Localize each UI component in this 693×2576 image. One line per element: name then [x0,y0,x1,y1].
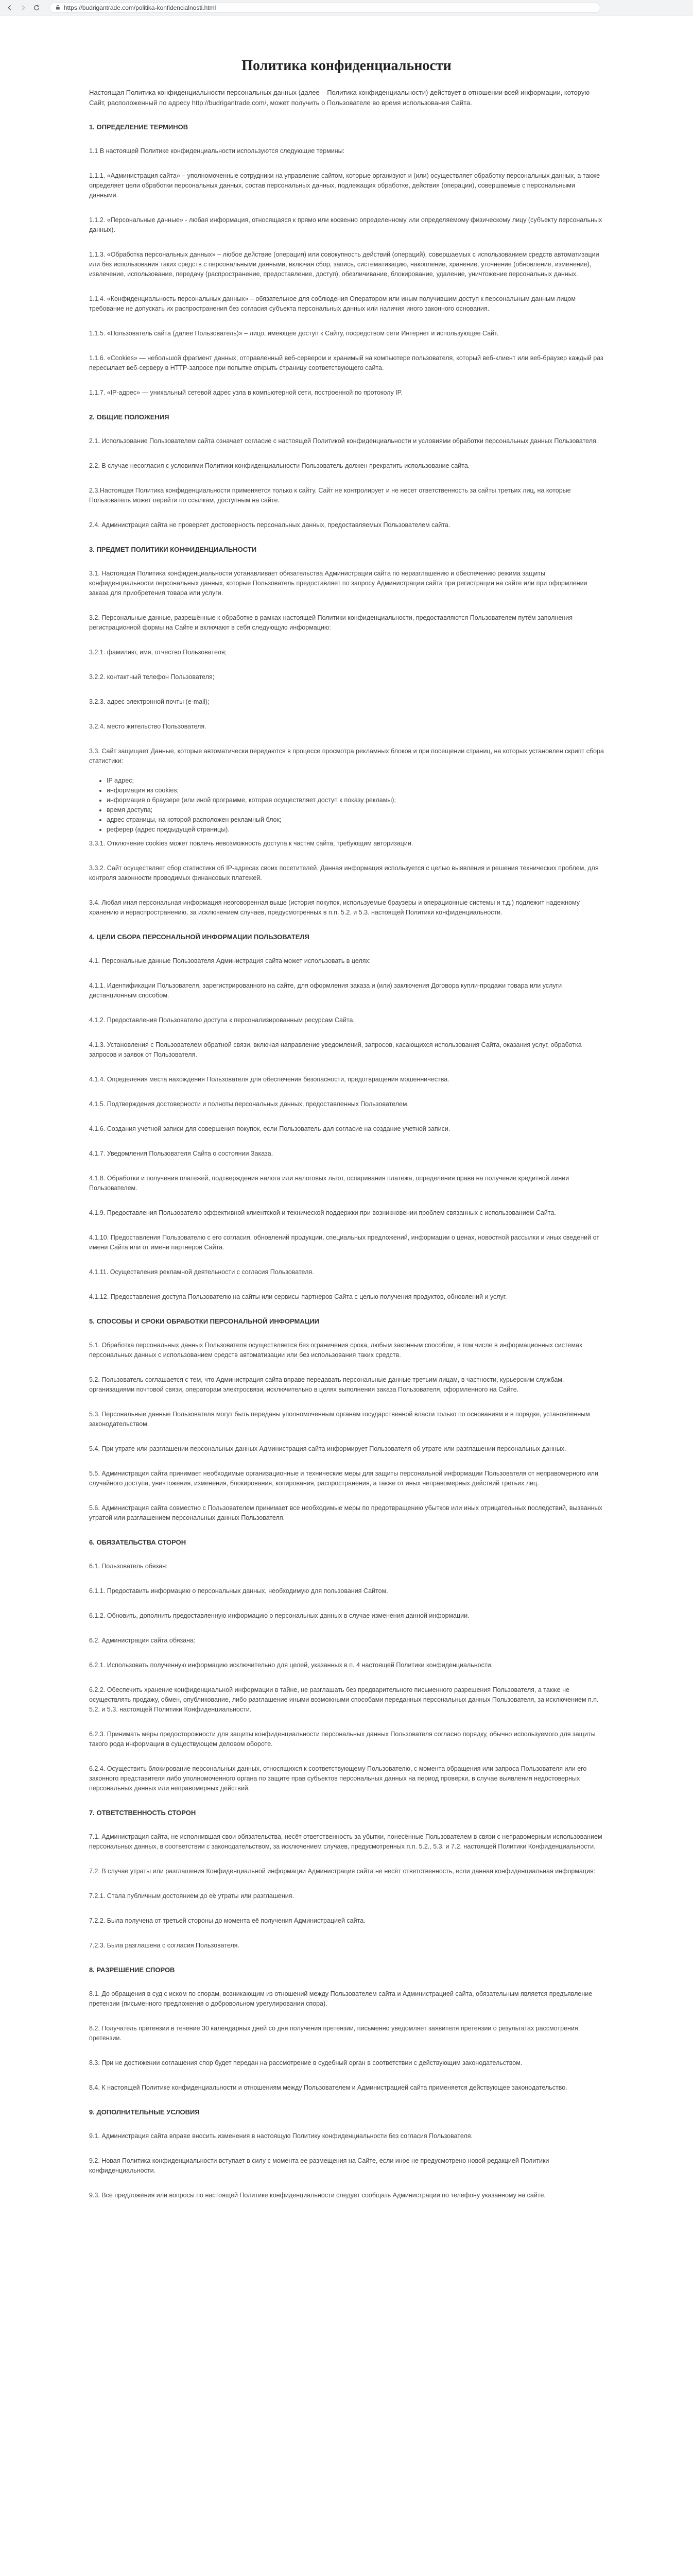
clause-paragraph: 1.1.2. «Персональные данные» - любая информация, относящаяся к прямо или косвенно определенному или определяемому физическому лицу (субъекту персональных данных). [89,216,602,233]
page-title: Политика конфиденциальности [241,58,452,74]
clause-paragraph: 2.4. Администрация сайта не проверяет достоверность персональных данных, предоставляемых Пользователем сайта. [89,521,451,529]
list-item: • адрес страницы, на которой расположен рекламный блок; [107,815,604,825]
clause-paragraph: 6.2.1. Использовать полученную информацию исключительно для целей, указанных в п. 4 настоящей Политики конфиденциальности. [89,1662,493,1669]
clause-paragraph: 5.5. Администрация сайта принимает необходимые организационные и технические меры для защиты персональной информации Пользователя от неправомерного или случайного доступа, уничтожения, изменения, блокирования, копирования, распространения, а также от иных неправомерных действий третьих лиц. [89,1470,598,1487]
clause-paragraph: 3.2.4. место жительство Пользователя. [89,723,206,730]
clause-paragraph: 3.2.3. адрес электронной почты (e-mail); [89,698,210,705]
clause-paragraph: 9.3. Все предложения или вопросы по настоящей Политике конфиденциальности следует сообщать Администрации по телефону указанному на сайте. [89,2192,546,2199]
clause-paragraph: 4.1.4. Определения места нахождения Пользователя для обеспечения безопасности, предотвращения мошенничества. [89,1076,449,1083]
browser-toolbar [0,0,693,15]
section [89,1808,604,1951]
clause-paragraph: 7.2.2. Была получена от третьей стороны до момента её получения Администрацией сайта. [89,1917,366,1924]
clause-paragraph: 8.3. При не достижении соглашения спор будет передан на рассмотрение в судебный орган в соответствии с действующим законодательством. [89,2059,523,2066]
section-heading: 7. ОТВЕТСТВЕННОСТЬ СТОРОН [89,1809,196,1817]
section [89,123,604,398]
clause-paragraph: 8.2. Получатель претензии в течение 30 календарных дней со дня получения претензии, письменно уведомляет заявителя претензии о результатах рассмотрения претензии. [89,2025,578,2042]
sections-container [89,123,604,2200]
clause-paragraph: 3.1. Настоящая Политика конфиденциальности устанавливает обязательства Администрации сайта по неразглашению и обеспечению режима защиты конфиденциальности персональных данных, которые Пользователь предоставляет по запросу Администрации сайта при регистрации на сайте или при оформлении заказа для приобретения товара или услуги. [89,570,587,597]
list-item: • информация о браузере (или иной программе, которая осуществляет доступ к показу рекламы); [107,795,604,805]
reload-button[interactable] [31,2,42,13]
url-input[interactable] [64,4,595,11]
clause-paragraph: 9.2. Новая Политика конфиденциальности вступает в силу с момента ее размещения на Сайте, если иное не предусмотрено новой редакцией Политики конфиденциальности. [89,2157,549,2174]
clause-paragraph: 1.1.5. «Пользователь сайта (далее Пользователь)» – лицо, имеющее доступ к Сайту, посредством сети Интернет и использующее Сайт. [89,330,498,337]
intro-paragraph: Настоящая Политика конфиденциальности персональных данных (далее – Политика конфиденциальности) действует в отношении всей информации, которую Сайт, расположенный по адресу http://budrigantrade.com/, может получить о Пользователе во время использования Сайта. [89,89,590,107]
clause-paragraph: 7.2.1. Стала публичным достоянием до её утраты или разглашения. [89,1892,294,1900]
clause-paragraph: 3.3.1. Отключение cookies может повлечь невозможность доступа к частям сайта, требующим авторизации. [89,840,413,847]
clause-paragraph: 4.1.6. Создания учетной записи для совершения покупок, если Пользователь дал согласие на создание учетной записи. [89,1125,451,1132]
clause-paragraph: 9.1. Администрация сайта вправе вносить изменения в настоящую Политику конфиденциальности без согласия Пользователя. [89,2132,473,2140]
clause-paragraph: 6.2.4. Осуществить блокирование персональных данных, относящихся к соответствующему Пользователю, с момента обращения или запроса Пользователя или его законного представителя либо уполномоченного органа по защите прав субъектов персональных данных на период проверки, в случае выявления недостоверных персональных данных или неправомерных действий. [89,1765,587,1792]
arrow-left-icon [6,4,13,11]
clause-paragraph: 6.1.1. Предоставить информацию о персональных данных, необходимую для пользования Сайтом. [89,1587,388,1595]
clause-paragraph: 2.2. В случае несогласия с условиями Политики конфиденциальности Пользователь должен прекратить использование сайта. [89,462,470,469]
clause-paragraph: 6.1. Пользователь обязан: [89,1563,168,1570]
clause-paragraph: 7.2.3. Была разглашена с согласия Пользователя. [89,1942,239,1949]
clause-paragraph: 4.1. Персональные данные Пользователя Администрация сайта может использовать в целях: [89,957,371,964]
clause-paragraph: 3.2. Персональные данные, разрешённые к обработке в рамках настоящей Политики конфиденциальности, предоставляются Пользователем путём заполнения регистрационной формы на Сайте и включают в себя следующую информацию: [89,614,573,631]
list-item: • IP адрес; [107,776,604,786]
clause-paragraph: 4.1.1. Идентификации Пользователя, зарегистрированного на сайте, для оформления заказа и (или) заключения Договора купли-продажи товара или услуги дистанционным способом. [89,982,562,999]
arrow-right-icon [20,4,27,11]
clause-paragraph: 2.3.Настоящая Политика конфиденциальности применяется только к сайту. Сайт не контролирует и не несет ответственность за сайты третьих лиц, на которые Пользователь может перейти по ссылкам, доступным на сайте. [89,487,571,504]
back-button[interactable] [4,2,15,13]
clause-paragraph: 3.3. Сайт защищает Данные, которые автоматически передаются в процессе просмотра рекламных блоков и при посещении страниц, на которых установлен скрипт сбора статистики: [89,748,604,765]
clause-paragraph: 1.1.7. «IP-адрес» — уникальный сетевой адрес узла в компьютерной сети, построенной по протоколу IP. [89,389,403,396]
section [89,545,604,918]
clause-paragraph: 4.1.5. Подтверждения достоверности и полноты персональных данных, предоставленных Пользователем. [89,1100,409,1108]
section-heading: 5. СПОСОБЫ И СРОКИ ОБРАБОТКИ ПЕРСОНАЛЬНОЙ ИНФОРМАЦИИ [89,1317,319,1325]
section [89,413,604,530]
clause-paragraph: 4.1.2. Предоставления Пользователю доступа к персонализированным ресурсам Сайта. [89,1016,355,1024]
address-bar[interactable] [49,3,600,13]
section-heading: 6. ОБЯЗАТЕЛЬСТВА СТОРОН [89,1538,186,1546]
document-body [89,15,604,2200]
clause-paragraph: 4.1.3. Установления с Пользователем обратной связи, включая направление уведомлений, запросов, касающихся использования Сайта, оказания услуг, обработка запросов и заявок от Пользователя. [89,1041,582,1058]
clause-paragraph: 3.2.2. контактный телефон Пользователя; [89,673,215,681]
clause-paragraph: 5.3. Персональные данные Пользователя могут быть переданы уполномоченным органам государственной власти только по основаниям и в порядке, установленным законодательством. [89,1411,590,1428]
clause-paragraph: 3.4. Любая иная персональная информация неоговоренная выше (история покупок, используемые браузеры и операционные системы и т.д.) подлежит надежному хранению и нераспространению, за исключением случаев, предусмотренных в п.п. 5.2. и 5.3. настоящей Политики конфиденциальности. [89,899,580,916]
clause-paragraph: 6.2.3. Принимать меры предосторожности для защиты конфиденциальности персональных данных Пользователя согласно порядку, обычно используемого для защиты такого рода информации в существующем деловом обороте. [89,1731,596,1748]
clause-paragraph: 6.1.2. Обновить, дополнить предоставленную информацию о персональных данных в случае изменения данной информации. [89,1612,470,1619]
clause-paragraph: 4.1.8. Обработки и получения платежей, подтверждения налога или налоговых льгот, оспаривания платежа, определения права на получение кредитной линии Пользователем. [89,1175,569,1192]
section [89,2108,604,2200]
clause-paragraph: 1.1.3. «Обработка персональных данных» – любое действие (операция) или совокупность действий (операций), совершаемых с использованием средств автоматизации или без использования таких средств с персональными данными, включая сбор, запись, систематизацию, накопление, хранение, уточнение (обновление, изменение), извлечение, использование, передачу (распространение, предоставление, доступ), обезличивание, блокирование, удаление, уничтожение персональных данных. [89,251,599,278]
reload-icon [33,4,40,11]
section-heading: 2. ОБЩИЕ ПОЛОЖЕНИЯ [89,413,169,421]
clause-paragraph: 5.6. Администрация сайта совместно с Пользователем принимает все необходимые меры по предотвращению убытков или иных отрицательных последствий, вызванных утратой или разглашением персональных данных Пользователя. [89,1504,602,1521]
clause-paragraph: 8.1. До обращения в суд с иском по спорам, возникающим из отношений между Пользователем сайта и Администрацией сайта, обязательным является предъявление претензии (письменного предложения о добровольном урегулировании спора). [89,1990,593,2007]
clause-paragraph: 3.3.2. Сайт осуществляет сбор статистики об IP-адресах своих посетителей. Данная информация используется с целью выявления и решения технических проблем, для контроля законности проводимых финансовых платежей. [89,865,599,882]
clause-paragraph: 1.1.1. «Администрация сайта» – уполномоченные сотрудники на управление сайтом, которые организуют и (или) осуществляет обработку персональных данных, а также определяет цели обработки персональных данных, состав персональных данных, подлежащих обработке, действия (операции), совершаемые с персональными данными. [89,172,600,199]
section [89,1965,604,2093]
clause-paragraph: 2.1. Использование Пользователем сайта означает согласие с настоящей Политикой конфиденциальности и условиями обработки персональных данных Пользователя. [89,437,598,445]
clause-paragraph: 4.1.11. Осуществления рекламной деятельности с согласия Пользователя. [89,1268,314,1276]
section-heading: 3. ПРЕДМЕТ ПОЛИТИКИ КОНФИДЕНЦИАЛЬНОСТИ [89,546,257,553]
clause-paragraph: 3.2.1. фамилию, имя, отчество Пользователя; [89,649,227,656]
clause-paragraph: 4.1.7. Уведомления Пользователя Сайта о состоянии Заказа. [89,1150,273,1157]
section [89,933,604,1302]
clause-paragraph: 1.1.6. «Cookies» — небольшой фрагмент данных, отправленный веб-сервером и хранимый на компьютере пользователя, который веб-клиент или веб-браузер каждый раз пересылает веб-серверу в HTTP-запросе при попытке открыть страницу соответствующего сайта. [89,354,603,371]
clause-paragraph: 6.2.2. Обеспечить хранение конфиденциальной информации в тайне, не разглашать без предварительного письменного разрешения Пользователя, а также не осуществлять продажу, обмен, опубликование, либо разглашение иными возможными способами переданных персональных данных Пользователя, за исключением п.п. 5.2. и 5.3. настоящей Политики Конфиденциальности. [89,1686,599,1713]
clause-paragraph: 8.4. К настоящей Политике конфиденциальности и отношениям между Пользователем и Администрацией сайта применяется действующее законодательство. [89,2084,567,2091]
section [89,1317,604,1523]
clause-paragraph: 4.1.9. Предоставления Пользователю эффективной клиентской и технической поддержки при возникновении проблем связанных с использованием Сайта. [89,1209,556,1216]
list-item: • реферер (адрес предыдущей страницы). [107,825,604,835]
section-heading: 1. ОПРЕДЕЛЕНИЕ ТЕРМИНОВ [89,123,188,131]
clause-paragraph: 5.4. При утрате или разглашении персональных данных Администрация сайта информирует Пользователя об утрате или разглашении персональных данных. [89,1445,566,1452]
clause-paragraph: 7.2. В случае утраты или разглашения Конфиденциальной информации Администрация сайта не несёт ответственность, если данная конфиденциальная информация: [89,1868,596,1875]
clause-paragraph: 7.1. Администрация сайта, не исполнившая свои обязательства, несёт ответственность за убытки, понесённые Пользователем в связи с неправомерным использованием персональных данных, в соответствии с законодательством, за исключением случаев, предусмотренных п.п. 5.2., 5.3. и 7.2. настоящей Политики Конфиденциальности. [89,1833,602,1850]
clause-paragraph: 5.2. Пользователь соглашается с тем, что Администрация сайта вправе передавать персональные данные третьим лицам, в частности, курьерским службам, организациями почтовой связи, операторам электросвязи, исключительно в целях выполнения заказа Пользователя, оформленного на Сайте. [89,1376,564,1393]
section-heading: 4. ЦЕЛИ СБОРА ПЕРСОНАЛЬНОЙ ИНФОРМАЦИИ ПОЛЬЗОВАТЕЛЯ [89,933,309,941]
clause-paragraph: 1.1 В настоящей Политике конфиденциальности используются следующие термины: [89,147,345,155]
clause-paragraph: 1.1.4. «Конфиденциальность персональных данных» – обязательное для соблюдения Оператором или иным получившим доступ к персональным данным лицом требование не допускать их распространения без согласия субъекта персональных данных или наличия иного законного основания. [89,295,576,312]
section-heading: 8. РАЗРЕШЕНИЕ СПОРОВ [89,1966,175,1974]
lock-icon [55,5,61,10]
clause-paragraph: 5.1. Обработка персональных данных Пользователя осуществляется без ограничения срока, любым законным способом, в том числе в информационных системах персональных данных с использованием средств автоматизации или без использования таких средств. [89,1342,583,1359]
list-item: • время доступа; [107,805,604,815]
clause-paragraph: 4.1.12. Предоставления доступа Пользователю на сайты или сервисы партнеров Сайта с целью получения продуктов, обновлений и услуг. [89,1293,507,1300]
data-list [89,776,604,835]
clause-paragraph: 6.2. Администрация сайта обязана: [89,1637,196,1644]
forward-button[interactable] [18,2,29,13]
section-heading: 9. ДОПОЛНИТЕЛЬНЫЕ УСЛОВИЯ [89,2108,200,2116]
section [89,1538,604,1793]
clause-paragraph: 4.1.10. Предоставления Пользователю с его согласия, обновлений продукции, специальных предложений, информации о ценах, новостной рассылки и иных сведений от имени Сайта или от имени партнеров Сайта. [89,1234,599,1251]
list-item: • информация из cookies; [107,786,604,795]
